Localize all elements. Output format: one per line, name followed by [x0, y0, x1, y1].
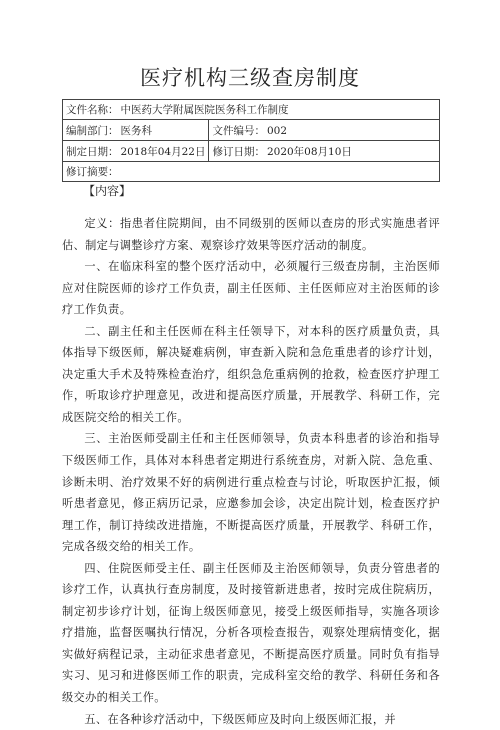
revised-label: 修订日期： [212, 145, 265, 158]
paragraph-1: 一、在临床科室的整个医疗活动中，必须履行三级查房制，主治医师应对住院医师的诊疗工作负责，副主任医师、主任医师应对主治医师的诊疗工作负责。 [62, 260, 440, 317]
meta-row-file-name [63, 100, 440, 120]
meta-row-summary [63, 162, 440, 182]
file-name-cell [63, 100, 440, 120]
paragraph-5: 五、在各种诊疗活动中，下级医师应及时向上级医师汇报，并 [84, 712, 396, 726]
paragraph-definition: 定义：指患者住院期间，由不同级别的医师以查房的形式实施患者评估、制定与调整诊疗方案、观察诊疗效果等医疗活动的制度。 [62, 217, 440, 252]
file-name-label: 文件名称： [66, 104, 119, 116]
file-no-cell [209, 120, 440, 141]
document-body [62, 213, 440, 730]
dept-value: 医务科 [120, 124, 152, 137]
created-cell [63, 141, 209, 162]
file-name-value: 中医药大学附属医院医务科工作制度 [120, 104, 289, 116]
file-no-label: 文件编号： [212, 124, 265, 137]
paragraph-2: 二、副主任和主任医师在科主任领导下，对本科的医疗质量负责，具体指导下级医师，解决疑难病例，审查新入院和急危重患者的诊疗计划，决定重大手术及特殊检查治疗，组织急危重病例的抢救，检查医疗护理工作，听取诊疗护理意见，改进和提高医疗质量，开展教学、科研工作，完成医院交给的相关工作。 [62, 324, 440, 424]
created-label: 制定日期： [66, 145, 119, 158]
dept-cell [63, 120, 209, 141]
meta-row-dates [63, 141, 440, 162]
revised-value: 2020年08月10日 [266, 145, 352, 158]
paragraph-3: 三、主治医师受副主任和主任医师领导，负责本科患者的诊治和指导下级医师工作，具体对本科患者定期进行系统查房，对新入院、急危重、诊断未明、治疗效果不好的病例进行重点检查与讨论，听取医护汇报，倾听患者意见，修正病历记录，应邀参加会诊，决定出院计划，检查医疗护理工作，制订持续改进措施，不断提高医疗质量，开展教学、科研工作，完成各级交给的相关工作。 [62, 432, 440, 554]
meta-row-dept [63, 120, 440, 141]
summary-cell [63, 162, 440, 182]
dept-label: 编制部门： [66, 124, 119, 137]
paragraph-4: 四、住院医师受主任、副主任医师及主治医师领导，负责分管患者的诊疗工作，认真执行查房制度，及时接管新进患者，按时完成住院病历，制定初步诊疗计划，征询上级医师意见，接受上级医师指导，实施各项诊疗措施，监督医嘱执行情况，分析各项检查报告，观察处理病情变化，据实做好病程记录，主动征求患者意见，不断提高医疗质量。同时负有指导实习、见习和进修医师工作的职责，完成科室交给的教学、科研任务和各级交办的相关工作。 [62, 561, 440, 705]
created-value: 2018年04月22日 [120, 145, 206, 158]
revised-cell [209, 141, 440, 162]
file-no-value: 002 [266, 124, 287, 137]
summary-label: 修订摘要： [66, 166, 119, 178]
metadata-table [62, 99, 440, 182]
page-title: 医疗机构三级查房制度 [140, 66, 360, 90]
section-heading: 【内容】 [83, 184, 132, 198]
